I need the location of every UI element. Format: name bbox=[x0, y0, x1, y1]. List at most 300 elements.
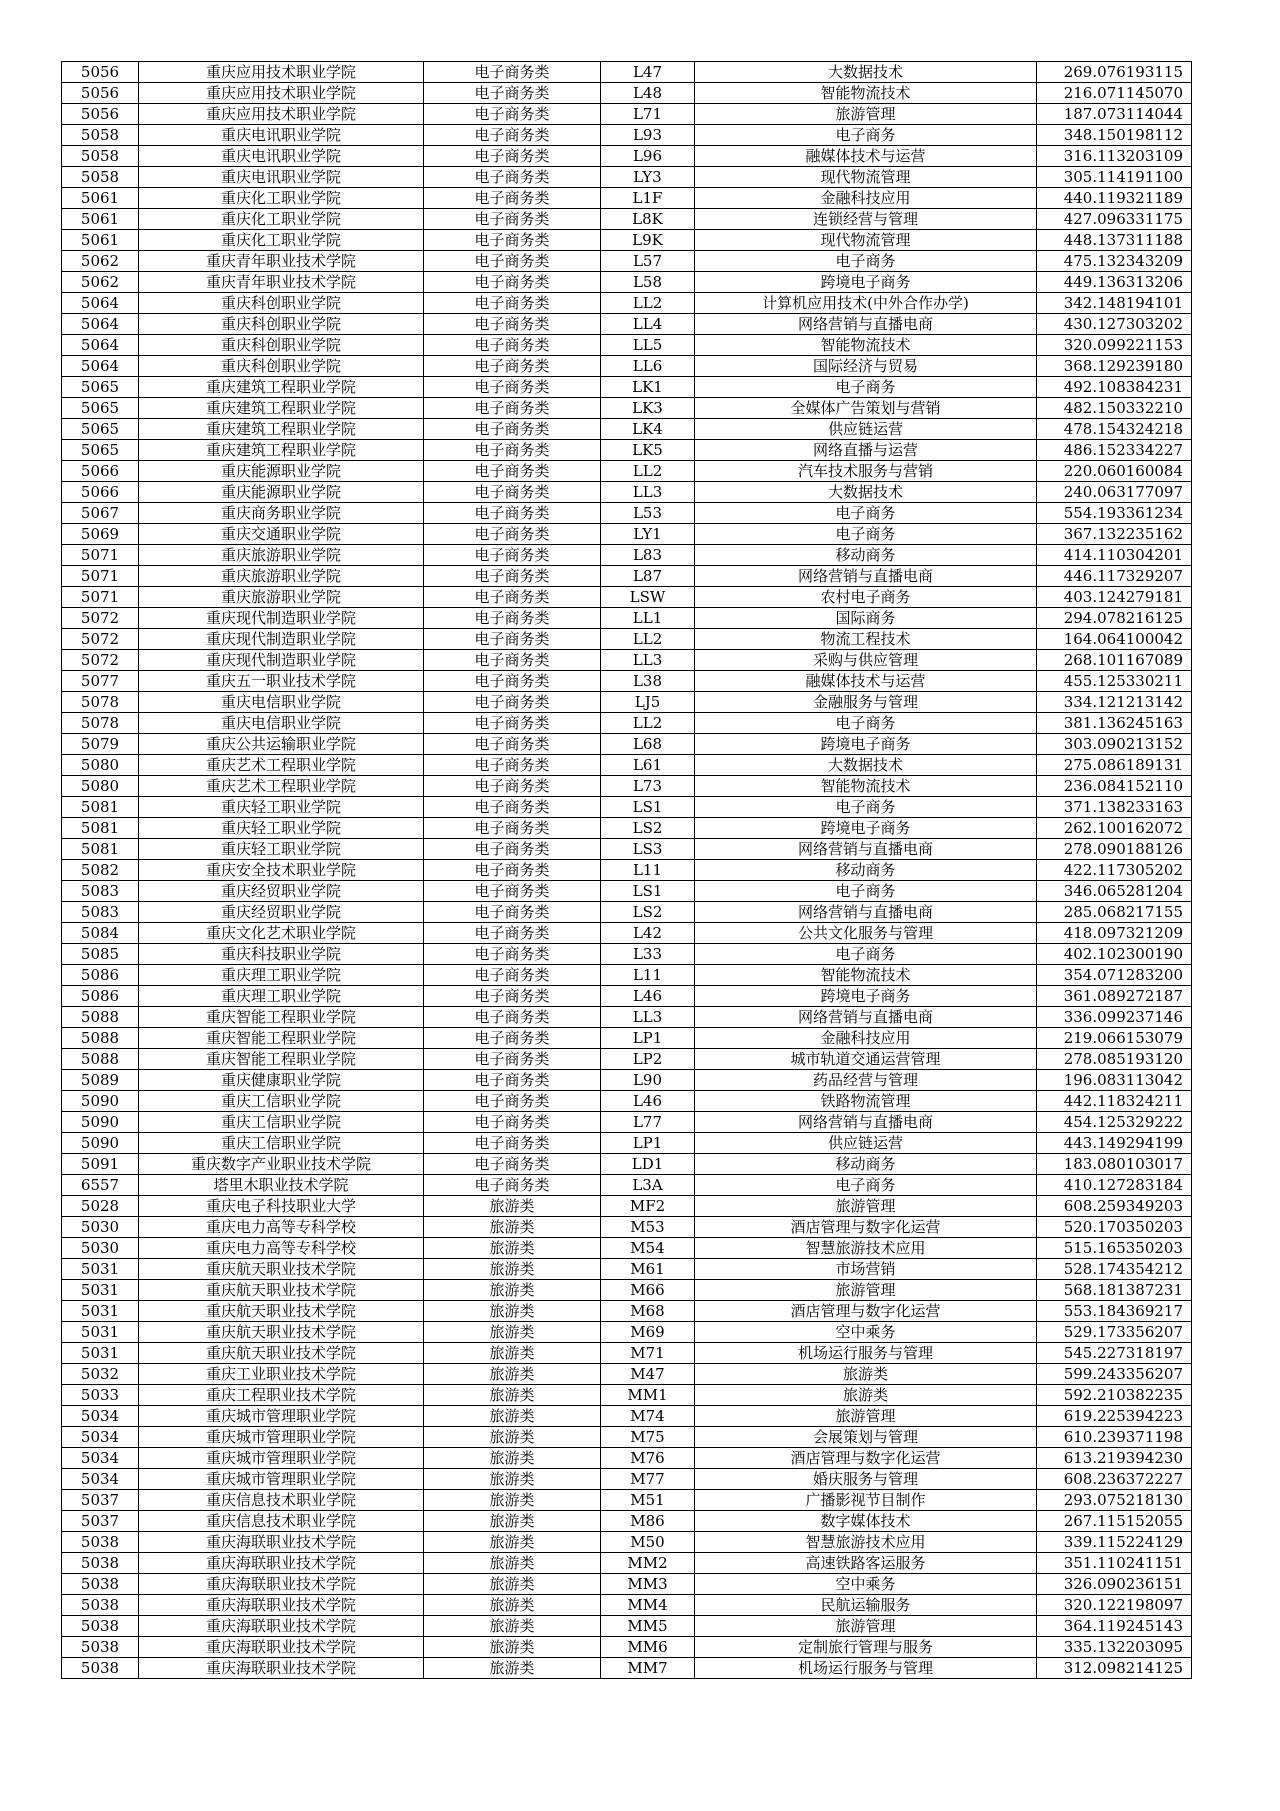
category-cell: 电子商务类 bbox=[424, 923, 601, 944]
major-name-cell: 电子商务 bbox=[695, 377, 1037, 398]
score-cell: 371.138233163 bbox=[1037, 797, 1192, 818]
category-cell: 电子商务类 bbox=[424, 545, 601, 566]
school-code-cell: 5089 bbox=[62, 1070, 139, 1091]
school-name-cell: 重庆能源职业学院 bbox=[139, 461, 424, 482]
major-name-cell: 酒店管理与数字化运营 bbox=[695, 1301, 1037, 1322]
school-code-cell: 5034 bbox=[62, 1469, 139, 1490]
school-name-cell: 重庆旅游职业学院 bbox=[139, 587, 424, 608]
score-cell: 448.137311188 bbox=[1037, 230, 1192, 251]
table-row bbox=[62, 1364, 1192, 1385]
category-cell: 电子商务类 bbox=[424, 230, 601, 251]
major-code-cell: L8K bbox=[601, 209, 695, 230]
category-cell: 电子商务类 bbox=[424, 1070, 601, 1091]
school-code-cell: 5091 bbox=[62, 1154, 139, 1175]
table-row bbox=[62, 524, 1192, 545]
major-code-cell: LS1 bbox=[601, 881, 695, 902]
major-name-cell: 空中乘务 bbox=[695, 1574, 1037, 1595]
major-name-cell: 公共文化服务与管理 bbox=[695, 923, 1037, 944]
table-row bbox=[62, 1091, 1192, 1112]
major-name-cell: 铁路物流管理 bbox=[695, 1091, 1037, 1112]
score-cell: 268.101167089 bbox=[1037, 650, 1192, 671]
school-code-cell: 5064 bbox=[62, 314, 139, 335]
table-row bbox=[62, 146, 1192, 167]
category-cell: 电子商务类 bbox=[424, 734, 601, 755]
school-name-cell: 重庆安全技术职业学院 bbox=[139, 860, 424, 881]
school-name-cell: 重庆艺术工程职业学院 bbox=[139, 755, 424, 776]
score-cell: 219.066153079 bbox=[1037, 1028, 1192, 1049]
score-cell: 294.078216125 bbox=[1037, 608, 1192, 629]
school-code-cell: 5038 bbox=[62, 1658, 139, 1679]
table-row bbox=[62, 881, 1192, 902]
school-name-cell: 重庆商务职业学院 bbox=[139, 503, 424, 524]
school-name-cell: 重庆建筑工程职业学院 bbox=[139, 398, 424, 419]
table-row bbox=[62, 1385, 1192, 1406]
table-row bbox=[62, 1133, 1192, 1154]
score-cell: 164.064100042 bbox=[1037, 629, 1192, 650]
major-name-cell: 数字媒体技术 bbox=[695, 1511, 1037, 1532]
major-code-cell: LL3 bbox=[601, 1007, 695, 1028]
school-code-cell: 5083 bbox=[62, 881, 139, 902]
major-name-cell: 民航运输服务 bbox=[695, 1595, 1037, 1616]
major-name-cell: 供应链运营 bbox=[695, 419, 1037, 440]
major-code-cell: M61 bbox=[601, 1259, 695, 1280]
school-code-cell: 5062 bbox=[62, 272, 139, 293]
major-code-cell: L77 bbox=[601, 1112, 695, 1133]
major-name-cell: 市场营销 bbox=[695, 1259, 1037, 1280]
school-code-cell: 5031 bbox=[62, 1322, 139, 1343]
category-cell: 旅游类 bbox=[424, 1280, 601, 1301]
school-code-cell: 5028 bbox=[62, 1196, 139, 1217]
table-row bbox=[62, 797, 1192, 818]
school-name-cell: 重庆文化艺术职业学院 bbox=[139, 923, 424, 944]
major-code-cell: L57 bbox=[601, 251, 695, 272]
school-name-cell: 重庆青年职业技术学院 bbox=[139, 251, 424, 272]
school-name-cell: 重庆科创职业学院 bbox=[139, 335, 424, 356]
table-row bbox=[62, 1532, 1192, 1553]
major-code-cell: L3A bbox=[601, 1175, 695, 1196]
major-name-cell: 网络营销与直播电商 bbox=[695, 314, 1037, 335]
school-code-cell: 5056 bbox=[62, 62, 139, 83]
major-code-cell: M51 bbox=[601, 1490, 695, 1511]
school-name-cell: 重庆青年职业技术学院 bbox=[139, 272, 424, 293]
category-cell: 旅游类 bbox=[424, 1364, 601, 1385]
table-row bbox=[62, 1028, 1192, 1049]
major-code-cell: L61 bbox=[601, 755, 695, 776]
school-code-cell: 5088 bbox=[62, 1049, 139, 1070]
major-name-cell: 采购与供应管理 bbox=[695, 650, 1037, 671]
category-cell: 旅游类 bbox=[424, 1532, 601, 1553]
school-name-cell: 重庆化工职业学院 bbox=[139, 209, 424, 230]
score-cell: 403.124279181 bbox=[1037, 587, 1192, 608]
major-name-cell: 电子商务 bbox=[695, 125, 1037, 146]
major-code-cell: M54 bbox=[601, 1238, 695, 1259]
category-cell: 电子商务类 bbox=[424, 209, 601, 230]
category-cell: 旅游类 bbox=[424, 1490, 601, 1511]
major-name-cell: 婚庆服务与管理 bbox=[695, 1469, 1037, 1490]
major-code-cell: L46 bbox=[601, 1091, 695, 1112]
school-name-cell: 重庆海联职业技术学院 bbox=[139, 1637, 424, 1658]
category-cell: 旅游类 bbox=[424, 1238, 601, 1259]
table-row bbox=[62, 1406, 1192, 1427]
school-code-cell: 5038 bbox=[62, 1616, 139, 1637]
major-code-cell: M53 bbox=[601, 1217, 695, 1238]
major-code-cell: L58 bbox=[601, 272, 695, 293]
table-row bbox=[62, 1112, 1192, 1133]
score-cell: 262.100162072 bbox=[1037, 818, 1192, 839]
table-row bbox=[62, 839, 1192, 860]
category-cell: 电子商务类 bbox=[424, 797, 601, 818]
category-cell: 旅游类 bbox=[424, 1343, 601, 1364]
score-cell: 414.110304201 bbox=[1037, 545, 1192, 566]
category-cell: 旅游类 bbox=[424, 1385, 601, 1406]
table-row bbox=[62, 503, 1192, 524]
category-cell: 电子商务类 bbox=[424, 314, 601, 335]
school-name-cell: 重庆现代制造职业学院 bbox=[139, 629, 424, 650]
school-code-cell: 5037 bbox=[62, 1511, 139, 1532]
category-cell: 电子商务类 bbox=[424, 524, 601, 545]
major-name-cell: 移动商务 bbox=[695, 860, 1037, 881]
school-code-cell: 5077 bbox=[62, 671, 139, 692]
major-code-cell: LL5 bbox=[601, 335, 695, 356]
category-cell: 电子商务类 bbox=[424, 461, 601, 482]
school-code-cell: 5056 bbox=[62, 83, 139, 104]
table-row bbox=[62, 986, 1192, 1007]
school-name-cell: 重庆智能工程职业学院 bbox=[139, 1049, 424, 1070]
score-cell: 592.210382235 bbox=[1037, 1385, 1192, 1406]
score-cell: 346.065281204 bbox=[1037, 881, 1192, 902]
school-code-cell: 5067 bbox=[62, 503, 139, 524]
category-cell: 旅游类 bbox=[424, 1448, 601, 1469]
score-cell: 619.225394223 bbox=[1037, 1406, 1192, 1427]
major-code-cell: MM7 bbox=[601, 1658, 695, 1679]
school-code-cell: 5081 bbox=[62, 839, 139, 860]
school-name-cell: 重庆电子科技职业大学 bbox=[139, 1196, 424, 1217]
major-name-cell: 现代物流管理 bbox=[695, 167, 1037, 188]
major-name-cell: 机场运行服务与管理 bbox=[695, 1658, 1037, 1679]
major-code-cell: MM6 bbox=[601, 1637, 695, 1658]
category-cell: 电子商务类 bbox=[424, 755, 601, 776]
school-code-cell: 5031 bbox=[62, 1259, 139, 1280]
major-code-cell: M74 bbox=[601, 1406, 695, 1427]
category-cell: 电子商务类 bbox=[424, 776, 601, 797]
major-code-cell: LL3 bbox=[601, 482, 695, 503]
school-code-cell: 5037 bbox=[62, 1490, 139, 1511]
school-code-cell: 5072 bbox=[62, 608, 139, 629]
school-name-cell: 重庆电信职业学院 bbox=[139, 692, 424, 713]
score-cell: 278.090188126 bbox=[1037, 839, 1192, 860]
major-code-cell: M66 bbox=[601, 1280, 695, 1301]
school-name-cell: 重庆信息技术职业学院 bbox=[139, 1511, 424, 1532]
table-row bbox=[62, 608, 1192, 629]
score-cell: 354.071283200 bbox=[1037, 965, 1192, 986]
school-code-cell: 5090 bbox=[62, 1133, 139, 1154]
major-name-cell: 高速铁路客运服务 bbox=[695, 1553, 1037, 1574]
major-code-cell: M47 bbox=[601, 1364, 695, 1385]
school-code-cell: 5031 bbox=[62, 1280, 139, 1301]
school-name-cell: 重庆轻工职业学院 bbox=[139, 818, 424, 839]
school-name-cell: 重庆航天职业技术学院 bbox=[139, 1259, 424, 1280]
major-code-cell: LY1 bbox=[601, 524, 695, 545]
school-name-cell: 重庆理工职业学院 bbox=[139, 986, 424, 1007]
admission-score-table bbox=[61, 61, 1192, 1679]
category-cell: 电子商务类 bbox=[424, 1175, 601, 1196]
category-cell: 电子商务类 bbox=[424, 902, 601, 923]
major-name-cell: 网络营销与直播电商 bbox=[695, 902, 1037, 923]
major-code-cell: L71 bbox=[601, 104, 695, 125]
score-cell: 381.136245163 bbox=[1037, 713, 1192, 734]
school-code-cell: 5056 bbox=[62, 104, 139, 125]
major-name-cell: 广播影视节目制作 bbox=[695, 1490, 1037, 1511]
major-code-cell: M50 bbox=[601, 1532, 695, 1553]
school-code-cell: 5066 bbox=[62, 461, 139, 482]
major-code-cell: M86 bbox=[601, 1511, 695, 1532]
school-name-cell: 重庆城市管理职业学院 bbox=[139, 1448, 424, 1469]
school-name-cell: 重庆航天职业技术学院 bbox=[139, 1343, 424, 1364]
score-cell: 220.060160084 bbox=[1037, 461, 1192, 482]
table-row bbox=[62, 965, 1192, 986]
score-cell: 568.181387231 bbox=[1037, 1280, 1192, 1301]
school-code-cell: 5078 bbox=[62, 692, 139, 713]
school-name-cell: 重庆海联职业技术学院 bbox=[139, 1574, 424, 1595]
score-cell: 305.114191100 bbox=[1037, 167, 1192, 188]
major-code-cell: LD1 bbox=[601, 1154, 695, 1175]
school-name-cell: 重庆电力高等专科学校 bbox=[139, 1217, 424, 1238]
school-name-cell: 重庆电讯职业学院 bbox=[139, 146, 424, 167]
school-name-cell: 重庆城市管理职业学院 bbox=[139, 1469, 424, 1490]
major-code-cell: LK5 bbox=[601, 440, 695, 461]
school-code-cell: 5066 bbox=[62, 482, 139, 503]
school-code-cell: 5064 bbox=[62, 293, 139, 314]
school-code-cell: 5081 bbox=[62, 818, 139, 839]
category-cell: 电子商务类 bbox=[424, 272, 601, 293]
major-name-cell: 酒店管理与数字化运营 bbox=[695, 1217, 1037, 1238]
school-name-cell: 重庆海联职业技术学院 bbox=[139, 1532, 424, 1553]
major-name-cell: 电子商务 bbox=[695, 1175, 1037, 1196]
major-code-cell: LL2 bbox=[601, 713, 695, 734]
school-code-cell: 5090 bbox=[62, 1091, 139, 1112]
school-name-cell: 重庆科创职业学院 bbox=[139, 293, 424, 314]
score-cell: 449.136313206 bbox=[1037, 272, 1192, 293]
major-code-cell: LP1 bbox=[601, 1028, 695, 1049]
major-code-cell: M71 bbox=[601, 1343, 695, 1364]
major-name-cell: 国际经济与贸易 bbox=[695, 356, 1037, 377]
category-cell: 旅游类 bbox=[424, 1553, 601, 1574]
score-cell: 278.085193120 bbox=[1037, 1049, 1192, 1070]
score-cell: 269.076193115 bbox=[1037, 62, 1192, 83]
category-cell: 电子商务类 bbox=[424, 1091, 601, 1112]
score-cell: 599.243356207 bbox=[1037, 1364, 1192, 1385]
major-code-cell: MM5 bbox=[601, 1616, 695, 1637]
major-code-cell: L87 bbox=[601, 566, 695, 587]
school-code-cell: 5061 bbox=[62, 188, 139, 209]
score-cell: 554.193361234 bbox=[1037, 503, 1192, 524]
school-name-cell: 重庆五一职业技术学院 bbox=[139, 671, 424, 692]
table-row bbox=[62, 1007, 1192, 1028]
score-cell: 368.129239180 bbox=[1037, 356, 1192, 377]
major-code-cell: LL1 bbox=[601, 608, 695, 629]
score-cell: 486.152334227 bbox=[1037, 440, 1192, 461]
major-name-cell: 融媒体技术与运营 bbox=[695, 146, 1037, 167]
school-name-cell: 重庆电力高等专科学校 bbox=[139, 1238, 424, 1259]
score-cell: 455.125330211 bbox=[1037, 671, 1192, 692]
table-row bbox=[62, 566, 1192, 587]
table-row bbox=[62, 776, 1192, 797]
score-cell: 303.090213152 bbox=[1037, 734, 1192, 755]
category-cell: 电子商务类 bbox=[424, 1133, 601, 1154]
school-code-cell: 5065 bbox=[62, 398, 139, 419]
school-code-cell: 5033 bbox=[62, 1385, 139, 1406]
school-name-cell: 重庆旅游职业学院 bbox=[139, 566, 424, 587]
score-cell: 410.127283184 bbox=[1037, 1175, 1192, 1196]
major-code-cell: LJ5 bbox=[601, 692, 695, 713]
major-name-cell: 金融服务与管理 bbox=[695, 692, 1037, 713]
score-cell: 418.097321209 bbox=[1037, 923, 1192, 944]
school-code-cell: 5086 bbox=[62, 986, 139, 1007]
table-row bbox=[62, 1238, 1192, 1259]
score-cell: 267.115152055 bbox=[1037, 1511, 1192, 1532]
category-cell: 电子商务类 bbox=[424, 167, 601, 188]
major-code-cell: LS1 bbox=[601, 797, 695, 818]
major-code-cell: LK1 bbox=[601, 377, 695, 398]
score-cell: 528.174354212 bbox=[1037, 1259, 1192, 1280]
major-name-cell: 网络直播与运营 bbox=[695, 440, 1037, 461]
school-name-cell: 重庆工业职业技术学院 bbox=[139, 1364, 424, 1385]
category-cell: 电子商务类 bbox=[424, 125, 601, 146]
major-name-cell: 旅游管理 bbox=[695, 1406, 1037, 1427]
major-name-cell: 跨境电子商务 bbox=[695, 818, 1037, 839]
score-cell: 339.115224129 bbox=[1037, 1532, 1192, 1553]
school-name-cell: 重庆科创职业学院 bbox=[139, 356, 424, 377]
school-code-cell: 5064 bbox=[62, 356, 139, 377]
category-cell: 电子商务类 bbox=[424, 1154, 601, 1175]
category-cell: 旅游类 bbox=[424, 1322, 601, 1343]
school-name-cell: 重庆化工职业学院 bbox=[139, 230, 424, 251]
major-name-cell: 城市轨道交通运营管理 bbox=[695, 1049, 1037, 1070]
category-cell: 旅游类 bbox=[424, 1259, 601, 1280]
category-cell: 电子商务类 bbox=[424, 293, 601, 314]
school-name-cell: 重庆公共运输职业学院 bbox=[139, 734, 424, 755]
table-row bbox=[62, 251, 1192, 272]
school-code-cell: 5085 bbox=[62, 944, 139, 965]
category-cell: 电子商务类 bbox=[424, 944, 601, 965]
school-name-cell: 重庆航天职业技术学院 bbox=[139, 1322, 424, 1343]
category-cell: 电子商务类 bbox=[424, 251, 601, 272]
table-row bbox=[62, 755, 1192, 776]
score-cell: 427.096331175 bbox=[1037, 209, 1192, 230]
school-code-cell: 5038 bbox=[62, 1574, 139, 1595]
score-cell: 183.080103017 bbox=[1037, 1154, 1192, 1175]
score-cell: 478.154324218 bbox=[1037, 419, 1192, 440]
school-name-cell: 重庆工信职业学院 bbox=[139, 1133, 424, 1154]
school-code-cell: 5080 bbox=[62, 776, 139, 797]
school-name-cell: 重庆海联职业技术学院 bbox=[139, 1595, 424, 1616]
score-cell: 553.184369217 bbox=[1037, 1301, 1192, 1322]
table-row bbox=[62, 314, 1192, 335]
table-row bbox=[62, 692, 1192, 713]
major-name-cell: 智能物流技术 bbox=[695, 965, 1037, 986]
major-name-cell: 全媒体广告策划与营销 bbox=[695, 398, 1037, 419]
major-code-cell: LL2 bbox=[601, 293, 695, 314]
category-cell: 旅游类 bbox=[424, 1511, 601, 1532]
major-name-cell: 移动商务 bbox=[695, 1154, 1037, 1175]
school-code-cell: 5065 bbox=[62, 419, 139, 440]
major-code-cell: L83 bbox=[601, 545, 695, 566]
category-cell: 电子商务类 bbox=[424, 188, 601, 209]
major-name-cell: 定制旅行管理与服务 bbox=[695, 1637, 1037, 1658]
school-name-cell: 重庆经贸职业学院 bbox=[139, 902, 424, 923]
major-code-cell: MM1 bbox=[601, 1385, 695, 1406]
school-code-cell: 5078 bbox=[62, 713, 139, 734]
major-code-cell: L42 bbox=[601, 923, 695, 944]
score-cell: 342.148194101 bbox=[1037, 293, 1192, 314]
category-cell: 电子商务类 bbox=[424, 503, 601, 524]
school-name-cell: 重庆科创职业学院 bbox=[139, 314, 424, 335]
major-code-cell: MM4 bbox=[601, 1595, 695, 1616]
category-cell: 电子商务类 bbox=[424, 356, 601, 377]
category-cell: 电子商务类 bbox=[424, 398, 601, 419]
category-cell: 电子商务类 bbox=[424, 1028, 601, 1049]
score-cell: 334.121213142 bbox=[1037, 692, 1192, 713]
category-cell: 电子商务类 bbox=[424, 146, 601, 167]
score-cell: 443.149294199 bbox=[1037, 1133, 1192, 1154]
school-name-cell: 重庆轻工职业学院 bbox=[139, 839, 424, 860]
school-code-cell: 5065 bbox=[62, 440, 139, 461]
school-name-cell: 重庆应用技术职业学院 bbox=[139, 62, 424, 83]
table-row bbox=[62, 167, 1192, 188]
major-code-cell: LP1 bbox=[601, 1133, 695, 1154]
category-cell: 电子商务类 bbox=[424, 650, 601, 671]
table-row bbox=[62, 1154, 1192, 1175]
school-name-cell: 重庆能源职业学院 bbox=[139, 482, 424, 503]
major-name-cell: 智能物流技术 bbox=[695, 83, 1037, 104]
table-row bbox=[62, 944, 1192, 965]
table-row bbox=[62, 1049, 1192, 1070]
score-cell: 285.068217155 bbox=[1037, 902, 1192, 923]
score-cell: 348.150198112 bbox=[1037, 125, 1192, 146]
major-name-cell: 跨境电子商务 bbox=[695, 272, 1037, 293]
school-code-cell: 5071 bbox=[62, 587, 139, 608]
school-name-cell: 重庆现代制造职业学院 bbox=[139, 608, 424, 629]
school-name-cell: 重庆理工职业学院 bbox=[139, 965, 424, 986]
score-cell: 515.165350203 bbox=[1037, 1238, 1192, 1259]
school-name-cell: 重庆建筑工程职业学院 bbox=[139, 377, 424, 398]
major-name-cell: 网络营销与直播电商 bbox=[695, 566, 1037, 587]
major-code-cell: LK4 bbox=[601, 419, 695, 440]
major-code-cell: LL3 bbox=[601, 650, 695, 671]
school-name-cell: 重庆科技职业学院 bbox=[139, 944, 424, 965]
major-name-cell: 智能物流技术 bbox=[695, 776, 1037, 797]
school-name-cell: 重庆建筑工程职业学院 bbox=[139, 440, 424, 461]
major-name-cell: 旅游管理 bbox=[695, 104, 1037, 125]
table-row bbox=[62, 461, 1192, 482]
table-row bbox=[62, 860, 1192, 881]
school-code-cell: 5038 bbox=[62, 1637, 139, 1658]
school-code-cell: 5038 bbox=[62, 1532, 139, 1553]
table-row bbox=[62, 923, 1192, 944]
school-code-cell: 5081 bbox=[62, 797, 139, 818]
category-cell: 电子商务类 bbox=[424, 818, 601, 839]
category-cell: 电子商务类 bbox=[424, 692, 601, 713]
major-code-cell: M77 bbox=[601, 1469, 695, 1490]
major-code-cell: LK3 bbox=[601, 398, 695, 419]
major-code-cell: LL2 bbox=[601, 461, 695, 482]
table-row bbox=[62, 104, 1192, 125]
table-row bbox=[62, 419, 1192, 440]
school-name-cell: 重庆智能工程职业学院 bbox=[139, 1028, 424, 1049]
major-code-cell: L68 bbox=[601, 734, 695, 755]
school-name-cell: 重庆应用技术职业学院 bbox=[139, 104, 424, 125]
major-name-cell: 机场运行服务与管理 bbox=[695, 1343, 1037, 1364]
